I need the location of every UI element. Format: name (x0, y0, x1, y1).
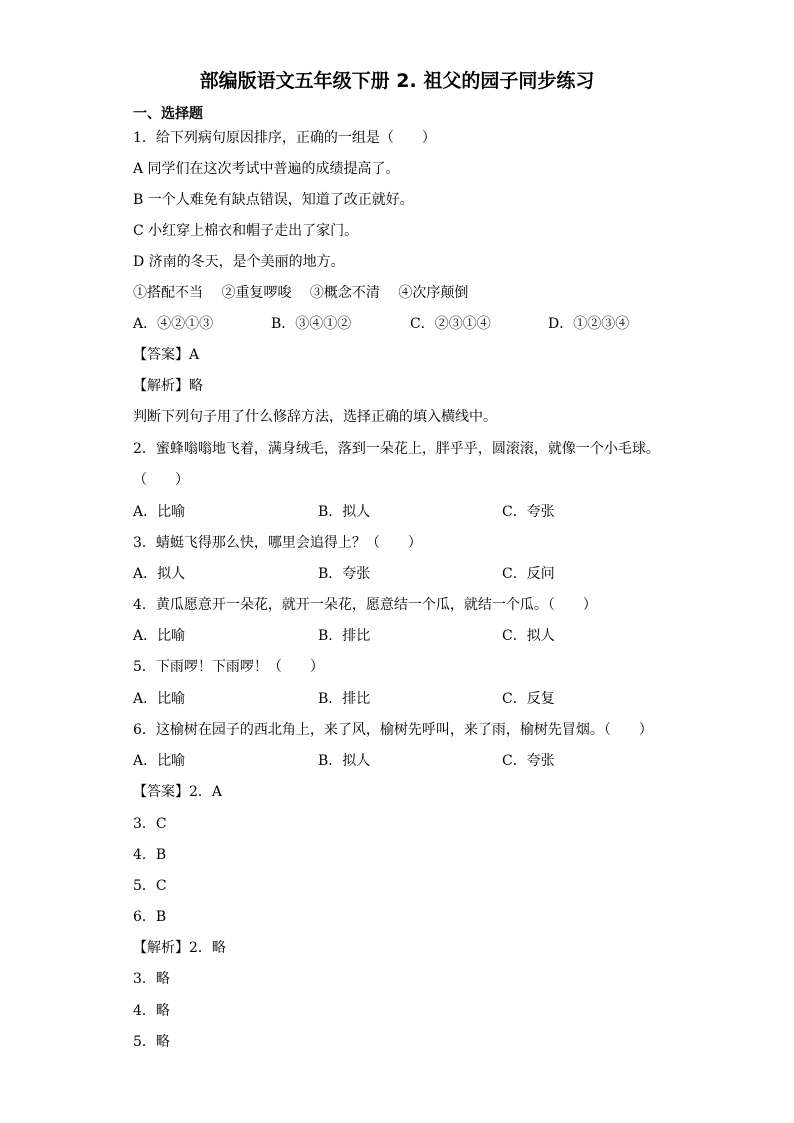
question-1-reasons: ①搭配不当 ②重复啰唆 ③概念不清 ④次序颠倒 (133, 285, 469, 301)
question-4-option-a: A．比喻 (133, 628, 186, 644)
question-4-option-b: B．排比 (318, 628, 371, 644)
analysis-line: 4．略 (133, 1003, 170, 1019)
question-3-option-a: A．拟人 (133, 566, 186, 582)
question-5-option-c: C．反复 (502, 691, 555, 707)
question-5-stem: 5．下雨啰！下雨啰！（ ） (133, 659, 324, 675)
question-2-option-b: B．拟人 (318, 504, 371, 520)
answer-line: 5．C (133, 878, 167, 894)
question-2-option-c: C．夸张 (502, 504, 555, 520)
question-1-sentence-b: B 一个人难免有缺点错误，知道了改正就好。 (133, 192, 414, 208)
question-4-option-c: C．拟人 (502, 628, 555, 644)
question-2-stem: 2．蜜蜂嗡嗡地飞着，满身绒毛，落到一朵花上，胖乎乎，圆滚滚，就像一个小毛球。 (133, 441, 660, 457)
question-6-option-a: A．比喻 (133, 753, 186, 769)
question-1-answer: 【答案】A (133, 347, 200, 363)
question-1-sentence-a: A 同学们在这次考试中普遍的成绩提高了。 (133, 161, 400, 177)
question-1-option-a: A．④②①③ (133, 316, 214, 332)
analysis-line: 5．略 (133, 1034, 170, 1050)
question-1-stem: 1．给下列病句原因排序，正确的一组是（ ） (133, 130, 436, 146)
analysis-line: 3．略 (133, 971, 170, 987)
answer-line: 6．B (133, 909, 167, 925)
answer-line: 4．B (133, 847, 167, 863)
answer-line: 3．C (133, 816, 167, 832)
question-3-option-c: C．反问 (502, 566, 555, 582)
question-1-sentence-c: C 小红穿上棉衣和帽子走出了家门。 (133, 223, 359, 239)
section-heading: 一、选择题 (133, 106, 203, 122)
question-6-option-b: B．拟人 (318, 753, 371, 769)
question-3-stem: 3．蜻蜓飞得那么快，哪里会追得上？（ ） (133, 535, 422, 551)
question-6-stem: 6．这榆树在园子的西北角上，来了风，榆树先呼叫，来了雨，榆树先冒烟。（ ） (133, 722, 653, 738)
question-1-option-d: D．①②③④ (548, 316, 630, 332)
question-4-stem: 4．黄瓜愿意开一朵花，就开一朵花，愿意结一个瓜，就结一个瓜。（ ） (133, 597, 597, 613)
question-1-option-b: B．③④①② (271, 316, 352, 332)
document-title: 部编版语文五年级下册 2. 祖父的园子同步练习 (199, 70, 595, 92)
question-3-option-b: B．夸张 (318, 566, 371, 582)
question-1-sentence-d: D 济南的冬天，是个美丽的地方。 (133, 254, 345, 270)
question-1-analysis: 【解析】略 (133, 378, 203, 394)
question-2-option-a: A．比喻 (133, 504, 186, 520)
question-6-option-c: C．夸张 (502, 753, 555, 769)
question-1-option-c: C．②③①④ (410, 316, 491, 332)
answer-line: 【答案】2．A (133, 784, 223, 800)
question-5-option-a: A．比喻 (133, 691, 186, 707)
question-2-paren: （ ） (133, 472, 189, 488)
analysis-line: 【解析】2．略 (133, 940, 226, 956)
question-5-option-b: B．排比 (318, 691, 371, 707)
instructions: 判断下列句子用了什么修辞方法，选择正确的填入横线中。 (133, 409, 497, 425)
